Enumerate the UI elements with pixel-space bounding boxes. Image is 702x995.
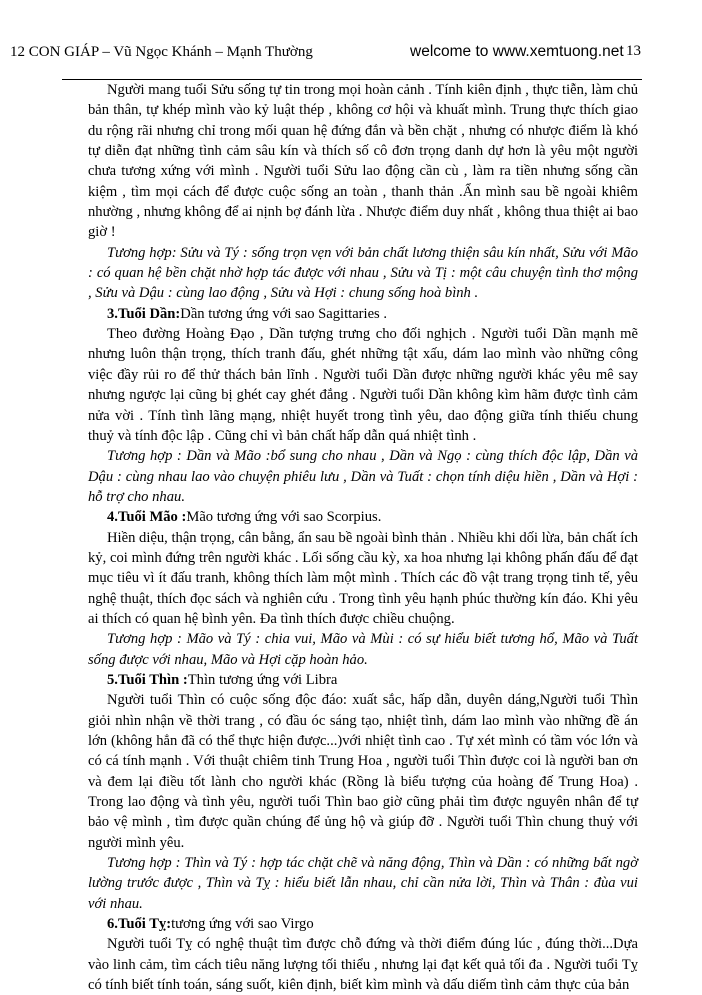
running-header-title: 12 CON GIÁP – Vũ Ngọc Khánh – Mạnh Thường <box>10 44 313 60</box>
heading-title: 3.Tuổi Dần: <box>107 305 181 322</box>
section-heading-mao <box>88 507 638 527</box>
heading-title: 5.Tuổi Thìn : <box>107 671 188 688</box>
section-heading-thin <box>88 670 638 690</box>
paragraph-mao-description: Hiền diệu, thận trọng, cân bằng, ẩn sau bề ngoài bình thản . Nhiều khi dối lừa, bản chất ích kỷ, coi mình đứng trên người khác . Lối sống cầu kỳ, xa hoa nhưng lại không phấn đấu để đạt mục tiêu vì ít đấu tranh, không thích làm một mình . Thích các đồ vật trang trọng tinh tế, yêu nghệ thuật, thích đọc sách và nghiên cứu . Trong tình yêu hạnh phúc thường kín đáo. Khi yêu ai thích có quan hệ bình yên. Đa tình thích được chiều chuộng. <box>88 529 638 627</box>
heading-text: Thìn tương ứng với Libra <box>187 671 338 688</box>
paragraph-thin-compatibility: Tương hợp : Thìn và Tý : hợp tác chặt chẽ và năng động, Thìn và Dần : có những bất ngờ lường trước được , Thìn và Tỵ : hiểu biết lẫn nhau, chỉ cần nửa lời, Thìn và Thân : đùa vui với nhau. <box>88 855 638 912</box>
paragraph-ty-description: Người tuổi Tỵ có nghệ thuật tìm được chỗ đứng và thời điểm đúng lúc , đúng thời...Dựa vào linh cảm, tìm cách tiêu năng lượng tối thiểu , nhưng lại đạt kết quả tối đa . Người tuổi Tỵ có tính biết tính toán, sáng suốt, kiên định, biết kìm mình và dấu diếm tình cảm thực của bản <box>88 936 638 994</box>
paragraph-dan-description: Theo đường Hoàng Đạo , Dần tượng trưng cho đối nghịch . Người tuổi Dần mạnh mẽ nhưng luôn thận trọng, thích tranh đấu, ghét những tật xấu, dám lao mình vào những công việc đầy rủi ro để thử thách bản lĩnh . Người tuổi Dần được những người khác yêu mê say nhưng ngược lại cũng bị ghét cay ghét đắng . Người tuổi Dần không kìm hãm được tình cảm nửa vời . Tính tình lãng mạng, nhiệt huyết trong tình yêu, dao động giữa tính thiếu chung thuỷ và tính độc lập . Cũng chỉ vì bản chất hấp dẫn quá nhiệt tình . <box>88 326 638 444</box>
paragraph-dan-compatibility: Tương hợp : Dần và Mão :bổ sung cho nhau , Dần và Ngọ : cùng thích độc lập, Dần và Dậu : cùng nhau lao vào chuyện phiêu lưu , Dần và Tuất : chọn tính diệu hiền , Dần và Hợi : hỗ trợ cho nhau. <box>88 448 638 505</box>
document-body <box>88 80 638 995</box>
heading-title: 6.Tuổi Tỵ: <box>107 916 172 933</box>
section-heading-ty <box>88 914 638 934</box>
heading-title: 4.Tuổi Mão : <box>107 509 187 526</box>
section-heading-dan <box>88 304 638 324</box>
paragraph-suu-compatibility: Tương hợp: Sửu và Tý : sống trọn vẹn với bản chất lương thiện sâu kín nhất, Sửu với Mão : có quan hệ bền chặt nhờ hợp tác được với nhau , Sửu và Tị : một câu chuyện tình thơ mộng , Sửu và Dậu : cùng lao động , Sửu và Hợi : chung sống hoà bình . <box>88 244 638 302</box>
paragraph-suu-description: Người mang tuổi Sửu sống tự tin trong mọi hoàn cảnh . Tính kiên định , thực tiễn, làm chủ bản thân, tự khép mình vào kỷ luật thép , không cơ hội và khuất mình. Trung thực thích giao du rộng rãi nhưng chỉ trong mối quan hệ đứng đắn và bền chặt , nhưng có nhược điểm là khó tự diễn đạt những tình cảm sâu kín và thích số cô đơn trọng danh dự hơn là yêu một người chưa tương xứng với mình . Người tuổi Sửu lao động cần cù , làm ra tiền nhưng sống cần kiệm , tìm mọi cách để được cuộc sống an toàn , thanh thản .Ẩn mình sau bề ngoài khiêm nhường , nhưng không để ai nịnh bợ đánh lừa . Nhược điểm duy nhất , không thua thiệt ai bao giờ ! <box>88 82 638 241</box>
heading-text: Dần tương ứng với sao Sagittaries . <box>180 305 388 322</box>
page-number: 13 <box>626 43 641 59</box>
heading-text: tương ứng với sao Virgo <box>171 916 314 933</box>
paragraph-mao-compatibility: Tương hợp : Mão và Tý : chia vui, Mão và Mùi : có sự hiểu biết tương hổ, Mão và Tuất sống được với nhau, Mão và Hợi cặp hoàn hảo. <box>88 631 638 668</box>
running-header-website: welcome to www.xemtuong.net <box>410 43 624 60</box>
heading-text: Mão tương ứng với sao Scorpius. <box>186 509 382 526</box>
paragraph-thin-description: Người tuổi Thìn có cuộc sống độc đáo: xuất sắc, hấp dẫn, duyên dáng,Người tuổi Thìn giỏi nhìn nhận về thời trang , có đầu óc sáng tạo, nhiệt tình, dám lao mình vào những đề án lớn (không hẳn đã có thể thực hiện được...)với nhiệt tình cao . Tự xét mình có tầm vóc lớn và có cá tính mạnh . Với thuật chiêm tinh Trung Hoa , người tuổi Thìn được coi là người ban ơn và đem lại điều tốt lành cho người khác (Rồng là biểu tượng của hoàng đế Trung Hoa) . Trong lao động và tình yêu, người tuổi Thìn bao giờ cũng phải tìm được nguyên nhân để tự bảo vệ mình , tìm được quần chúng để ủng hộ và giúp đỡ . Người tuổi Thìn chung thuỷ với người mình yêu. <box>88 692 638 851</box>
